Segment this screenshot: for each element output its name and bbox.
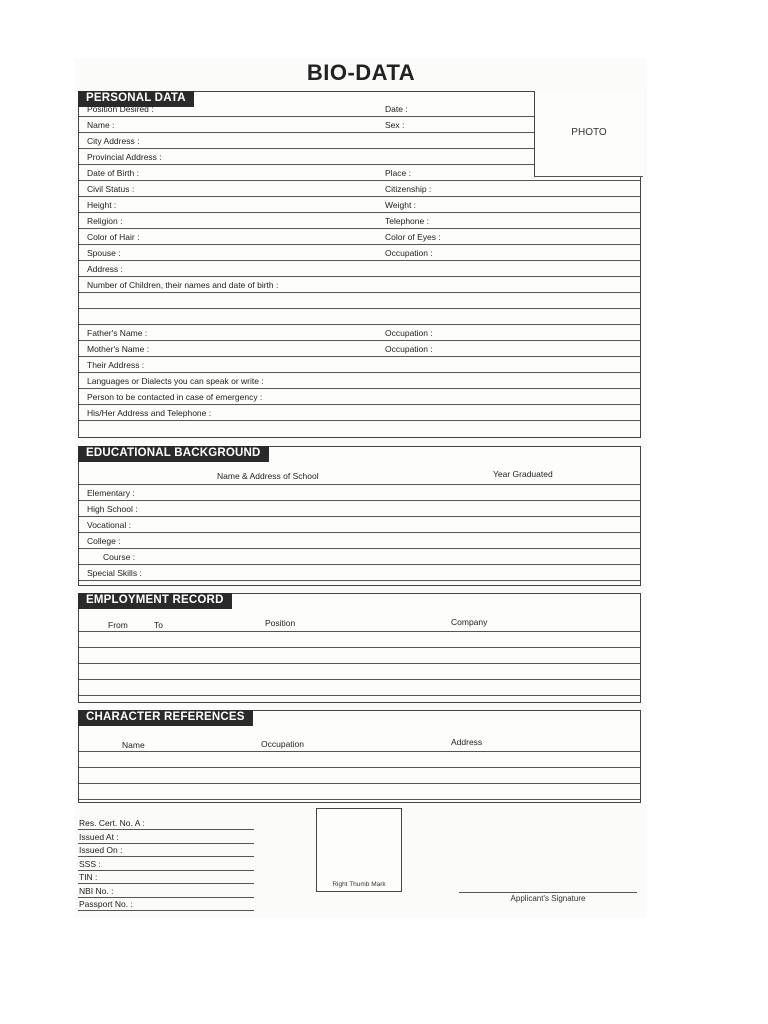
character-references-section bbox=[78, 710, 641, 803]
personal-field-label: Person to be contacted in case of emergency : bbox=[87, 392, 263, 402]
personal-field-label: Number of Children, their names and date of birth : bbox=[87, 280, 279, 290]
personal-field-label: Date : bbox=[385, 104, 408, 114]
personal-field-label: Address : bbox=[87, 264, 123, 274]
personal-data-header: PERSONAL DATA bbox=[78, 91, 194, 107]
educational-background-section bbox=[78, 446, 641, 586]
col-year-graduated: Year Graduated bbox=[493, 469, 553, 479]
personal-field-label: Mother's Name : bbox=[87, 344, 150, 354]
signature-line bbox=[459, 892, 637, 893]
personal-field-label: Citizenship : bbox=[385, 184, 432, 194]
personal-field-label: Occupation : bbox=[385, 328, 433, 338]
signature-label: Applicant's Signature bbox=[510, 894, 586, 903]
personal-row bbox=[79, 309, 640, 325]
employment-record-section bbox=[78, 593, 641, 703]
id-field-line: Res. Cert. No. A : bbox=[78, 816, 254, 830]
education-field-label: Course : bbox=[103, 552, 136, 562]
employment-line bbox=[79, 664, 640, 680]
personal-field-label: Color of Eyes : bbox=[385, 232, 441, 242]
education-row bbox=[79, 565, 640, 581]
personal-field-label: Civil Status : bbox=[87, 184, 135, 194]
personal-field-label: Name : bbox=[87, 120, 115, 130]
personal-row bbox=[79, 133, 534, 149]
education-header-line bbox=[79, 469, 640, 485]
personal-field-label: City Address : bbox=[87, 136, 140, 146]
personal-row bbox=[79, 149, 534, 165]
character-references-header: CHARACTER REFERENCES bbox=[78, 710, 253, 726]
education-row bbox=[79, 485, 640, 501]
personal-row bbox=[79, 325, 640, 341]
id-field-line: SSS : bbox=[78, 857, 254, 871]
reference-line bbox=[79, 752, 640, 768]
personal-field-label: Occupation : bbox=[385, 344, 433, 354]
col-occupation: Occupation bbox=[261, 739, 304, 749]
personal-field-label: Date of Birth : bbox=[87, 168, 139, 178]
personal-field-label: Place : bbox=[385, 168, 411, 178]
personal-field-label: Position Desired : bbox=[87, 104, 154, 114]
personal-row bbox=[79, 293, 640, 309]
personal-row bbox=[79, 101, 534, 117]
bio-data-form bbox=[75, 58, 647, 918]
col-school: Name & Address of School bbox=[217, 471, 319, 481]
personal-row bbox=[79, 197, 640, 213]
personal-field-label: Color of Hair : bbox=[87, 232, 140, 242]
personal-data-section bbox=[78, 91, 641, 438]
id-field-line: Issued On : bbox=[78, 843, 254, 857]
personal-field-label: Occupation : bbox=[385, 248, 433, 258]
reference-line bbox=[79, 768, 640, 784]
right-thumb-mark-box bbox=[316, 808, 402, 892]
personal-row bbox=[79, 389, 640, 405]
personal-field-label: Languages or Dialects you can speak or write : bbox=[87, 376, 264, 386]
personal-field-label: Provincial Address : bbox=[87, 152, 162, 162]
employment-record-header: EMPLOYMENT RECORD bbox=[78, 593, 232, 609]
personal-row bbox=[79, 213, 640, 229]
col-position: Position bbox=[265, 618, 296, 628]
id-field-line: Passport No. : bbox=[78, 897, 254, 911]
personal-field-label: Weight : bbox=[385, 200, 417, 210]
col-from: From bbox=[108, 620, 128, 630]
personal-field-label: Spouse : bbox=[87, 248, 121, 258]
col-to: To bbox=[154, 620, 163, 630]
personal-row bbox=[79, 245, 640, 261]
personal-field-label: His/Her Address and Telephone : bbox=[87, 408, 212, 418]
col-name: Name bbox=[122, 740, 145, 750]
personal-field-label: Their Address : bbox=[87, 360, 145, 370]
col-address: Address bbox=[451, 737, 483, 747]
education-field-label: College : bbox=[87, 536, 121, 546]
photo-label: PHOTO bbox=[571, 127, 607, 138]
education-row bbox=[79, 517, 640, 533]
personal-row bbox=[79, 181, 640, 197]
personal-row bbox=[79, 373, 640, 389]
education-row bbox=[79, 501, 640, 517]
id-field-line: Issued At : bbox=[78, 830, 254, 844]
personal-row bbox=[79, 117, 534, 133]
id-field-line: NBI No. : bbox=[78, 884, 254, 898]
photo-box bbox=[534, 91, 643, 177]
personal-row bbox=[79, 357, 640, 373]
personal-row bbox=[79, 261, 640, 277]
education-field-label: Elementary : bbox=[87, 488, 135, 498]
employment-line bbox=[79, 632, 640, 648]
personal-field-label: Height : bbox=[87, 200, 117, 210]
personal-row bbox=[79, 277, 640, 293]
educational-background-header: EDUCATIONAL BACKGROUND bbox=[78, 446, 269, 462]
education-row bbox=[79, 533, 640, 549]
personal-field-label: Telephone : bbox=[385, 216, 429, 226]
personal-row bbox=[79, 341, 640, 357]
employment-line bbox=[79, 616, 640, 632]
id-field-line: TIN : bbox=[78, 870, 254, 884]
page-title: BIO-DATA bbox=[306, 60, 416, 85]
education-row bbox=[79, 549, 640, 565]
reference-line bbox=[79, 736, 640, 752]
personal-row bbox=[79, 405, 640, 421]
thumb-label: Right Thumb Mark bbox=[332, 881, 386, 888]
employment-line bbox=[79, 648, 640, 664]
personal-field-label: Father's Name : bbox=[87, 328, 148, 338]
personal-field-label: Sex : bbox=[385, 120, 405, 130]
education-field-label: High School : bbox=[87, 504, 138, 514]
personal-row bbox=[79, 229, 640, 245]
education-field-label: Vocational : bbox=[87, 520, 131, 530]
personal-field-label: Religion : bbox=[87, 216, 123, 226]
reference-line bbox=[79, 784, 640, 800]
employment-line bbox=[79, 680, 640, 696]
col-company: Company bbox=[451, 617, 488, 627]
education-field-label: Special Skills : bbox=[87, 568, 142, 578]
